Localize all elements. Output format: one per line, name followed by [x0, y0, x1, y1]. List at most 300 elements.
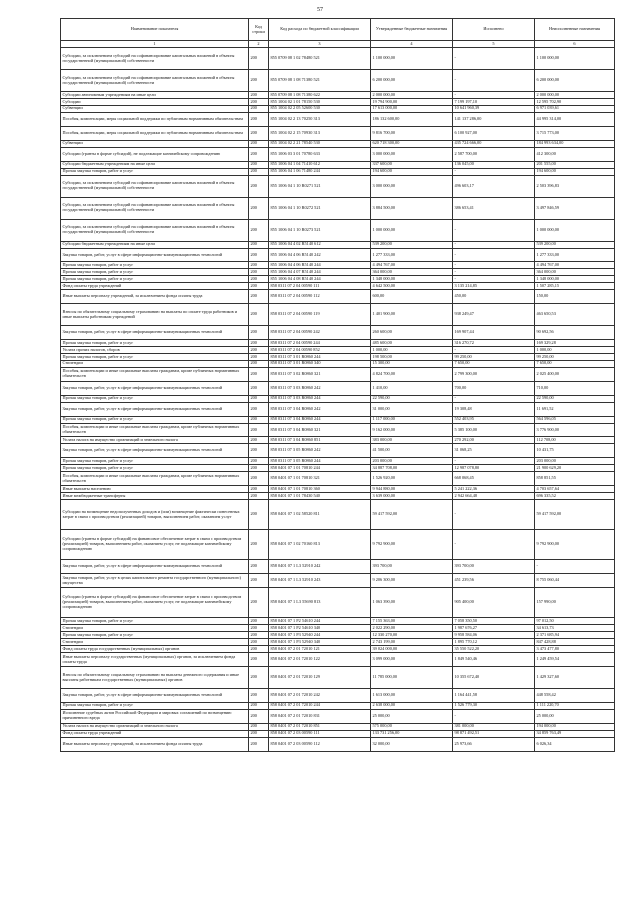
row-line-code: 200 — [249, 276, 269, 283]
row-approved-amount: 1 410,00 — [371, 381, 453, 395]
row-unexecuted-amount: 25 000,00 — [535, 709, 615, 723]
table-row — [61, 588, 615, 618]
row-executed-amount: 905 400,00 — [453, 588, 535, 618]
row-line-code: 200 — [249, 168, 269, 175]
table-row — [61, 197, 615, 219]
table-row — [61, 444, 615, 458]
table-row — [61, 730, 615, 737]
row-executed-amount: 316 270,72 — [453, 340, 535, 347]
row-approved-amount: 9 944 880,00 — [371, 486, 453, 493]
row-budget-classification-code: 855 1006 04 4 02 R5140 612 — [269, 241, 371, 248]
row-unexecuted-amount: 1 348 000,00 — [535, 276, 615, 283]
row-indicator-name: Прочая закупка товаров, работ и услуг — [61, 269, 249, 276]
table-row — [61, 737, 615, 751]
row-indicator-name: Исполнение судебных актов Российской Федерации и мировых соглашений по возмещению причиненного вреда — [61, 709, 249, 723]
header-budget-classification-code: Код расхода по бюджетной классификации — [269, 19, 371, 41]
row-line-code: 200 — [249, 147, 269, 161]
row-indicator-name: Пособия, компенсации и иные социальные выплаты гражданам, кроме публичных нормативных обязательств — [61, 367, 249, 381]
row-budget-classification-code: 858 0311 07 3 03 R0860 244 — [269, 395, 371, 402]
row-line-code: 200 — [249, 625, 269, 632]
header-number-6: 6 — [535, 41, 615, 48]
row-unexecuted-amount: 564 596,05 — [535, 416, 615, 423]
row-line-code: 200 — [249, 340, 269, 347]
row-unexecuted-amount: 4 703 657,64 — [535, 486, 615, 493]
row-executed-amount: 1 987 676,27 — [453, 625, 535, 632]
row-indicator-name: Прочая закупка товаров, работ и услуг — [61, 702, 249, 709]
row-line-code: 200 — [249, 639, 269, 646]
row-unexecuted-amount: 1 111 220,70 — [535, 702, 615, 709]
row-unexecuted-amount: 7 650,00 — [535, 360, 615, 367]
row-approved-amount: 31 000,00 — [371, 402, 453, 416]
row-approved-amount: 198 500,00 — [371, 354, 453, 361]
row-approved-amount: 11 785 000,00 — [371, 666, 453, 688]
row-approved-amount: 1 100 000,00 — [371, 48, 453, 70]
row-approved-amount: 15 300,00 — [371, 360, 453, 367]
row-unexecuted-amount: 412 300,00 — [535, 147, 615, 161]
row-approved-amount: 4 494 767,00 — [371, 262, 453, 269]
row-budget-classification-code: 855 1006 04 1 10 R0272 521 — [269, 197, 371, 219]
table-row — [61, 709, 615, 723]
table-row — [61, 48, 615, 70]
table-row — [61, 219, 615, 241]
table-row — [61, 653, 615, 667]
row-indicator-name: Прочая закупка товаров, работ и услуг — [61, 632, 249, 639]
row-approved-amount: 9 792 900,00 — [371, 530, 453, 560]
row-unexecuted-amount: 21 900 629,20 — [535, 465, 615, 472]
row-indicator-name: Фонд оплаты труда государственных (муниципальных) органов — [61, 646, 249, 653]
row-unexecuted-amount: 9 792 900,00 — [535, 530, 615, 560]
row-approved-amount: 3 000 000,00 — [371, 147, 453, 161]
row-executed-amount: 35 550 522,20 — [453, 646, 535, 653]
row-approved-amount: 12 330 270,00 — [371, 632, 453, 639]
table-row — [61, 437, 615, 444]
table-row — [61, 395, 615, 402]
row-line-code: 200 — [249, 444, 269, 458]
row-approved-amount: 9 206 300,00 — [371, 574, 453, 588]
row-approved-amount: 186 132 600,00 — [371, 112, 453, 126]
row-unexecuted-amount: 99 250,00 — [535, 354, 615, 361]
row-executed-amount: 169 907,44 — [453, 326, 535, 340]
page-number: 57 — [317, 7, 323, 13]
row-unexecuted-amount: 1 429 327,60 — [535, 666, 615, 688]
row-line-code: 200 — [249, 395, 269, 402]
row-line-code: 200 — [249, 304, 269, 326]
table-row — [61, 326, 615, 340]
row-indicator-name: Взносы по обязательному социальному страхованию на выплаты денежного содержания и иные выплаты работникам государственных (муниципальных) органов — [61, 666, 249, 688]
row-indicator-name: Иные выплаты персоналу государственных (муниципальных) органов, за исключением фонда оплаты труда — [61, 653, 249, 667]
row-approved-amount: 2 022 290,00 — [371, 625, 453, 632]
row-line-code: 200 — [249, 290, 269, 304]
row-approved-amount: 260 600,00 — [371, 326, 453, 340]
row-budget-classification-code: 858 0311 07 3 05 R0860 244 — [269, 458, 371, 465]
row-approved-amount: 485 600,00 — [371, 340, 453, 347]
row-approved-amount: 7 155 363,00 — [371, 618, 453, 625]
row-budget-classification-code: 855 1006 04 1 06 71480 244 — [269, 168, 371, 175]
row-indicator-name: Субвенции — [61, 105, 249, 112]
row-approved-amount: 22 590,00 — [371, 395, 453, 402]
row-approved-amount: 575 000,00 — [371, 723, 453, 730]
row-executed-amount: 381 000,00 — [453, 723, 535, 730]
table-row — [61, 241, 615, 248]
table-row — [61, 702, 615, 709]
row-indicator-name: Закупка товаров, работ, услуг в сфере информационно-коммуникационных технологий — [61, 444, 249, 458]
row-line-code: 200 — [249, 140, 269, 147]
row-executed-amount: 9 958 584,06 — [453, 632, 535, 639]
row-unexecuted-amount: 150,00 — [535, 290, 615, 304]
row-line-code: 200 — [249, 161, 269, 168]
row-unexecuted-amount: 194 600,00 — [535, 168, 615, 175]
row-line-code: 200 — [249, 530, 269, 560]
header-number-2: 2 — [249, 41, 269, 48]
row-budget-classification-code: 858 0401 07 1 02 70160 813 — [269, 530, 371, 560]
row-approved-amount: 1 277 333,00 — [371, 248, 453, 262]
row-budget-classification-code: 855 1004 02 2 15 70930 313 — [269, 126, 371, 140]
row-executed-amount: - — [453, 709, 535, 723]
row-executed-amount: - — [453, 248, 535, 262]
row-budget-classification-code: 858 0311 07 3 04 R0860 242 — [269, 402, 371, 416]
row-approved-amount: 19 794 900,00 — [371, 99, 453, 106]
row-line-code: 200 — [249, 381, 269, 395]
row-indicator-name: Закупка товаров, работ, услуг в сфере информационно-коммуникационных технологий — [61, 326, 249, 340]
row-indicator-name: Субсидии бюджетным учреждениям на иные цели — [61, 161, 249, 168]
row-budget-classification-code: 855 0709 08 1 08 71380 521 — [269, 70, 371, 92]
row-budget-classification-code: 855 1006 03 3 01 70780 633 — [269, 147, 371, 161]
row-unexecuted-amount: 157 990,00 — [535, 588, 615, 618]
row-indicator-name: Субсидии бюджетным учреждениям на иные цели — [61, 241, 249, 248]
row-line-code: 200 — [249, 730, 269, 737]
row-indicator-name: Прочая закупка товаров, работ и услуг — [61, 262, 249, 269]
row-executed-amount: 668 068,45 — [453, 472, 535, 486]
table-row — [61, 486, 615, 493]
row-budget-classification-code: 858 0401 07 1 01 70810 360 — [269, 486, 371, 493]
row-line-code: 200 — [249, 500, 269, 530]
row-budget-classification-code: 858 0401 07 2 01 72010 851 — [269, 723, 371, 730]
row-line-code: 200 — [249, 723, 269, 730]
row-line-code: 200 — [249, 360, 269, 367]
row-line-code: 200 — [249, 653, 269, 667]
row-indicator-name: Стипендии — [61, 639, 249, 646]
row-unexecuted-amount: 710,00 — [535, 381, 615, 395]
row-indicator-name: Стипендии — [61, 360, 249, 367]
row-approved-amount: 600,00 — [371, 290, 453, 304]
row-approved-amount: 133 731 256,00 — [371, 730, 453, 737]
row-budget-classification-code: 855 1004 02 2 05 52600 530 — [269, 105, 371, 112]
row-executed-amount: 1 849 540,46 — [453, 653, 535, 667]
row-budget-classification-code: 858 0401 07 1 01 70810 244 — [269, 465, 371, 472]
row-unexecuted-amount: 8 755 060,44 — [535, 574, 615, 588]
row-unexecuted-amount: 2 371 685,94 — [535, 632, 615, 639]
row-indicator-name: Пособия, компенсации, меры социальной поддержки по публичным нормативным обязательствам — [61, 112, 249, 126]
header-number-5: 5 — [453, 41, 535, 48]
table-row — [61, 112, 615, 126]
row-budget-classification-code: 858 0311 07 3 05 R0860 242 — [269, 444, 371, 458]
row-unexecuted-amount: 3 776 900,00 — [535, 423, 615, 437]
row-line-code: 200 — [249, 689, 269, 703]
row-line-code: 200 — [249, 219, 269, 241]
row-budget-classification-code: 858 0401 07 2 03 00590 112 — [269, 737, 371, 751]
row-approved-amount: 1 401 900,00 — [371, 304, 453, 326]
row-approved-amount: 9 162 000,00 — [371, 423, 453, 437]
row-budget-classification-code: 858 0401 07 2 01 72010 244 — [269, 702, 371, 709]
table-row — [61, 472, 615, 486]
row-line-code: 200 — [249, 709, 269, 723]
table-body — [61, 48, 615, 752]
row-approved-amount: 1 348 000,00 — [371, 276, 453, 283]
row-budget-classification-code: 858 0401 07 1 P2 54610 340 — [269, 625, 371, 632]
table-row — [61, 416, 615, 423]
row-line-code: 200 — [249, 560, 269, 574]
row-approved-amount: 2 638 000,00 — [371, 702, 453, 709]
row-executed-amount: 3 135 214,85 — [453, 283, 535, 290]
row-line-code: 200 — [249, 402, 269, 416]
row-budget-classification-code: 858 0401 07 1 01 70810 321 — [269, 472, 371, 486]
header-number-4: 4 — [371, 41, 453, 48]
row-line-code: 200 — [249, 416, 269, 423]
row-budget-classification-code: 855 0709 08 1 08 71380 622 — [269, 92, 371, 99]
row-line-code: 200 — [249, 354, 269, 361]
row-indicator-name: Прочая закупка товаров, работ и услуг — [61, 168, 249, 175]
row-approved-amount: 6 200 000,00 — [371, 70, 453, 92]
header-approved-assignments: Утвержденные бюджетные назначения — [371, 19, 453, 41]
row-indicator-name: Закупка товаров, работ, услуг в сфере информационно-коммуникационных технологий — [61, 248, 249, 262]
row-indicator-name: Фонд оплаты труда учреждений — [61, 283, 249, 290]
row-indicator-name: Иные выплаты персоналу учреждений, за исключением фонда оплаты труда — [61, 737, 249, 751]
row-executed-amount: 5 385 100,00 — [453, 423, 535, 437]
row-line-code: 200 — [249, 437, 269, 444]
row-unexecuted-amount: 203 000,00 — [535, 458, 615, 465]
budget-execution-table — [60, 18, 615, 752]
row-executed-amount: 7 650,00 — [453, 360, 535, 367]
row-executed-amount: 7 058 350,50 — [453, 618, 535, 625]
table-row — [61, 530, 615, 560]
row-executed-amount: 6 100 927,00 — [453, 126, 535, 140]
row-executed-amount: 2 799 300,00 — [453, 367, 535, 381]
row-budget-classification-code: 855 1006 04 4 06 R5140 242 — [269, 248, 371, 262]
table-row — [61, 689, 615, 703]
row-unexecuted-amount: 858 851,55 — [535, 472, 615, 486]
table-row — [61, 465, 615, 472]
table-row — [61, 646, 615, 653]
row-approved-amount: 1 613 000,00 — [371, 689, 453, 703]
row-approved-amount: 34 887 708,00 — [371, 465, 453, 472]
row-indicator-name: Субсидии, за исключением субсидий на софинансирование капитальных вложений в объекты государственной (муниципальной) собственности — [61, 219, 249, 241]
row-budget-classification-code: 855 0709 08 1 02 78480 521 — [269, 48, 371, 70]
row-unexecuted-amount: 3 715 773,00 — [535, 126, 615, 140]
row-approved-amount: 1 063 390,00 — [371, 588, 453, 618]
row-executed-amount: 5 241 222,36 — [453, 486, 535, 493]
row-line-code: 200 — [249, 92, 269, 99]
row-approved-amount: 3 099 000,00 — [371, 653, 453, 667]
row-executed-amount: 393 700,00 — [453, 560, 535, 574]
row-budget-classification-code: 858 0311 07 2 04 00590 112 — [269, 290, 371, 304]
row-indicator-name: Прочая закупка товаров, работ и услуг — [61, 340, 249, 347]
table-row — [61, 423, 615, 437]
table-row — [61, 126, 615, 140]
row-budget-classification-code: 858 0311 07 3 01 R0860 244 — [269, 354, 371, 361]
row-budget-classification-code: 858 0401 07 1 L3 55690 813 — [269, 588, 371, 618]
row-approved-amount: 4 642 500,00 — [371, 283, 453, 290]
row-indicator-name: Закупка товаров, работ, услуг в сфере информационно-коммуникационных технологий — [61, 381, 249, 395]
row-unexecuted-amount: 6 026,34 — [535, 737, 615, 751]
row-executed-amount: 7 199 197,10 — [453, 99, 535, 106]
row-line-code: 200 — [249, 175, 269, 197]
row-budget-classification-code: 858 0311 07 2 04 00590 244 — [269, 340, 371, 347]
table-row — [61, 140, 615, 147]
row-unexecuted-amount: 1 000 000,00 — [535, 219, 615, 241]
row-unexecuted-amount: 6 200 000,00 — [535, 70, 615, 92]
table-row — [61, 161, 615, 168]
row-budget-classification-code: 858 0311 07 3 04 R0860 851 — [269, 437, 371, 444]
row-executed-amount: 270 292,00 — [453, 437, 535, 444]
row-executed-amount: 19 308,48 — [453, 402, 535, 416]
row-approved-amount: 620 718 300,00 — [371, 140, 453, 147]
row-indicator-name: Субсидии на возмещение недополученных доходов и (или) возмещение фактически понесенных затрат в связи с производством (реализацией) товаров, выполнением работ, оказанием услуг — [61, 500, 249, 530]
table-row — [61, 99, 615, 106]
row-approved-amount: 393 700,00 — [371, 560, 453, 574]
row-unexecuted-amount: 169 329,28 — [535, 340, 615, 347]
table-header — [61, 19, 615, 48]
row-budget-classification-code: 858 0311 07 2 04 00590 111 — [269, 283, 371, 290]
row-unexecuted-amount: 11 691,52 — [535, 402, 615, 416]
row-line-code: 200 — [249, 326, 269, 340]
row-line-code: 200 — [249, 99, 269, 106]
row-approved-amount: 364 000,00 — [371, 269, 453, 276]
table-row — [61, 168, 615, 175]
row-executed-amount: 700,00 — [453, 381, 535, 395]
table-row — [61, 105, 615, 112]
row-unexecuted-amount: 184 993 634,00 — [535, 140, 615, 147]
row-executed-amount: 451 239,56 — [453, 574, 535, 588]
budget-execution-table-wrapper — [60, 18, 614, 752]
row-executed-amount: - — [453, 276, 535, 283]
row-budget-classification-code: 855 1004 02 2 21 78540 530 — [269, 140, 371, 147]
row-indicator-name: Взносы по обязательному социальному страхованию на выплаты по оплате труда работников и иные выплаты работникам учреждений — [61, 304, 249, 326]
row-budget-classification-code: 858 0401 07 1 P3 52940 340 — [269, 639, 371, 646]
row-indicator-name: Прочая закупка товаров, работ и услуг — [61, 416, 249, 423]
table-row — [61, 618, 615, 625]
row-line-code: 200 — [249, 472, 269, 486]
row-line-code: 200 — [249, 646, 269, 653]
row-unexecuted-amount: 22 590,00 — [535, 395, 615, 402]
row-line-code: 200 — [249, 248, 269, 262]
row-executed-amount: - — [453, 500, 535, 530]
row-executed-amount: - — [453, 530, 535, 560]
row-indicator-name: Прочая закупка товаров, работ и услуг — [61, 354, 249, 361]
row-executed-amount: 31 068,25 — [453, 444, 535, 458]
row-line-code: 200 — [249, 574, 269, 588]
row-budget-classification-code: 858 0401 07 2 03 00590 111 — [269, 730, 371, 737]
row-indicator-name: Закупка товаров, работ, услуг в сфере информационно-коммуникационных технологий — [61, 402, 249, 416]
row-unexecuted-amount: 2 025 400,00 — [535, 367, 615, 381]
table-row — [61, 262, 615, 269]
row-budget-classification-code: 858 0401 07 2 01 72010 121 — [269, 646, 371, 653]
row-line-code: 200 — [249, 105, 269, 112]
row-approved-amount: 4 824 700,00 — [371, 367, 453, 381]
row-line-code: 200 — [249, 702, 269, 709]
row-approved-amount: 337 600,00 — [371, 161, 453, 168]
row-approved-amount: 32 000,00 — [371, 737, 453, 751]
table-row — [61, 360, 615, 367]
table-row — [61, 560, 615, 574]
table-row — [61, 283, 615, 290]
row-line-code: 200 — [249, 588, 269, 618]
header-indicator-name: Наименование показателя — [61, 19, 249, 41]
table-row — [61, 276, 615, 283]
row-approved-amount: 2 743 199,00 — [371, 639, 453, 646]
header-executed: Исполнено — [453, 19, 535, 41]
row-line-code: 200 — [249, 737, 269, 751]
row-approved-amount: 3 884 500,00 — [371, 197, 453, 219]
table-row — [61, 70, 615, 92]
row-indicator-name: Прочая закупка товаров, работ и услуг — [61, 458, 249, 465]
row-indicator-name: Иные межбюджетные трансферты — [61, 493, 249, 500]
row-indicator-name: Уплата налога на имущество организаций и земельного налога — [61, 723, 249, 730]
row-line-code: 200 — [249, 486, 269, 493]
row-executed-amount: 1 526 779,30 — [453, 702, 535, 709]
row-executed-amount: 435 724 666,00 — [453, 140, 535, 147]
row-line-code: 200 — [249, 241, 269, 248]
row-budget-classification-code: 855 1004 02 1 01 78150 530 — [269, 99, 371, 106]
row-indicator-name: Пособия, компенсации, меры социальной поддержки по публичным нормативным обязательствам — [61, 126, 249, 140]
table-row — [61, 347, 615, 354]
row-unexecuted-amount: 1 249 459,54 — [535, 653, 615, 667]
row-line-code: 200 — [249, 283, 269, 290]
row-approved-amount: 25 000,00 — [371, 709, 453, 723]
table-row — [61, 666, 615, 688]
row-line-code: 200 — [249, 197, 269, 219]
row-executed-amount: - — [453, 48, 535, 70]
header-number-1: 1 — [61, 41, 249, 48]
row-approved-amount: 539 200,00 — [371, 241, 453, 248]
row-approved-amount: 3 000 000,00 — [371, 175, 453, 197]
row-executed-amount: 1 895 770,12 — [453, 639, 535, 646]
row-unexecuted-amount: 34 859 763,49 — [535, 730, 615, 737]
row-unexecuted-amount: 97 012,50 — [535, 618, 615, 625]
row-budget-classification-code: 858 0311 07 3 03 R0860 242 — [269, 381, 371, 395]
row-executed-amount: 450,00 — [453, 290, 535, 304]
row-indicator-name: Прочая закупка товаров, работ и услуг — [61, 618, 249, 625]
row-unexecuted-amount: 448 558,42 — [535, 689, 615, 703]
row-unexecuted-amount: 201 555,00 — [535, 161, 615, 168]
row-executed-amount: - — [453, 269, 535, 276]
table-row — [61, 493, 615, 500]
row-unexecuted-amount: 34 613,73 — [535, 625, 615, 632]
row-unexecuted-amount: 847 428,88 — [535, 639, 615, 646]
row-executed-amount: 496 603,17 — [453, 175, 535, 197]
row-approved-amount: 203 000,00 — [371, 458, 453, 465]
row-budget-classification-code: 858 0311 07 2 04 00590 119 — [269, 304, 371, 326]
row-indicator-name: Субсидии, за исключением субсидий на софинансирование капитальных вложений в объекты государственной (муниципальной) собственности — [61, 175, 249, 197]
row-approved-amount: 383 000,00 — [371, 437, 453, 444]
row-budget-classification-code: 858 0311 07 2 04 00590 852 — [269, 347, 371, 354]
row-indicator-name: Иные выплаты персоналу учреждений, за исключением фонда оплаты труда — [61, 290, 249, 304]
row-executed-amount: - — [453, 458, 535, 465]
row-executed-amount: 938 249,47 — [453, 304, 535, 326]
row-executed-amount: 12 987 078,80 — [453, 465, 535, 472]
row-executed-amount: - — [453, 219, 535, 241]
row-line-code: 200 — [249, 493, 269, 500]
row-unexecuted-amount: 12 595 702,90 — [535, 99, 615, 106]
row-executed-amount: 98 871 492,51 — [453, 730, 535, 737]
row-unexecuted-amount: - — [535, 560, 615, 574]
table-row — [61, 269, 615, 276]
header-line-code: Код строки — [249, 19, 269, 41]
row-unexecuted-amount: 3 473 477,80 — [535, 646, 615, 653]
row-unexecuted-amount: 696 335,52 — [535, 493, 615, 500]
row-indicator-name: Субсидии (гранты в форме субсидий) на финансовое обеспечение затрат в связи с производством (реализацией) товаров, выполнением работ, оказанием услуг, не подлежащие казначейскому сопровождению — [61, 530, 249, 560]
row-unexecuted-amount: 112 708,00 — [535, 437, 615, 444]
row-executed-amount: - — [453, 92, 535, 99]
